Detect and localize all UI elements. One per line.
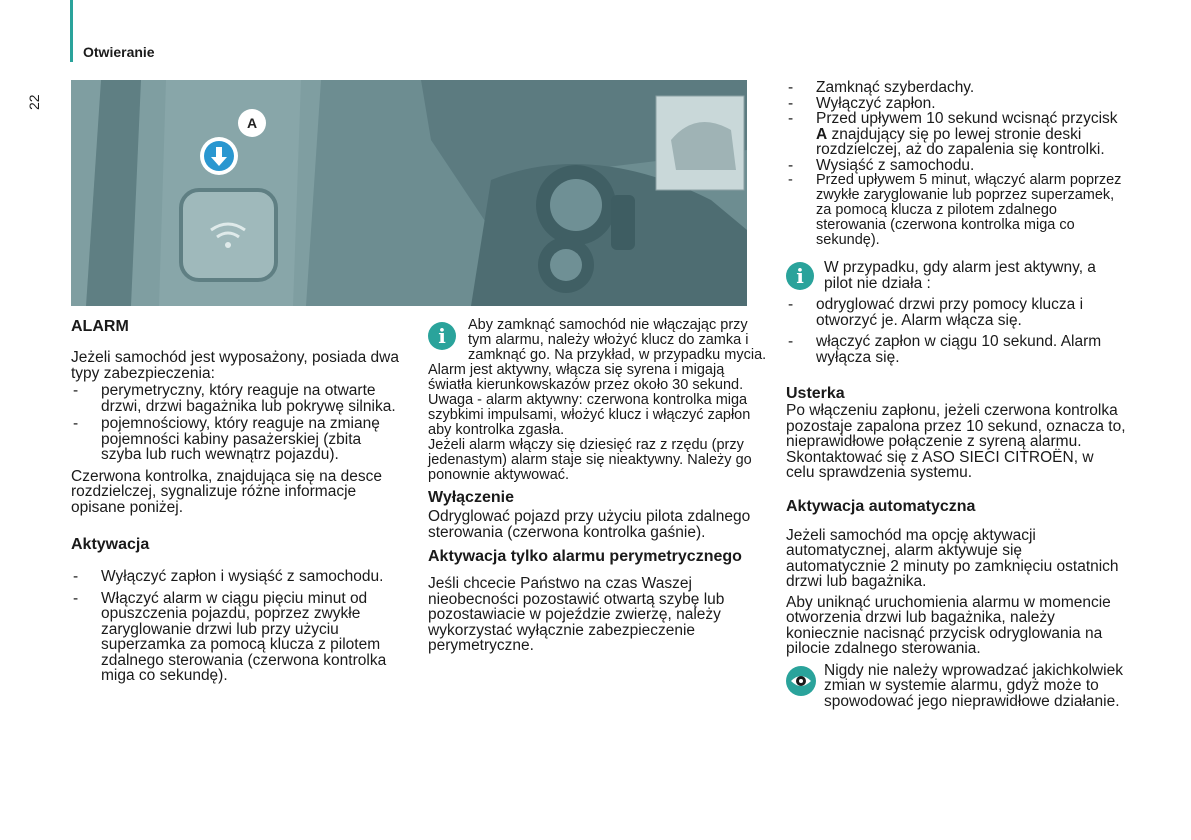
perim-heading: Aktywacja tylko alarmu perymetrycznego <box>428 548 742 565</box>
off-heading: Wyłączenie <box>428 489 514 506</box>
header-accent-bar <box>70 0 73 62</box>
warning-text: Uwaga - alarm aktywny: czerwona kontrolka miga szybkimi impulsami, włożyć klucz i włączyć zapłon aby kontrolka zgasła. <box>428 392 751 438</box>
type-perimeter: - perymetryczny, który reaguje na otwarte drzwi, drzwi bagażnika lub pokrywę silnika. <box>71 383 403 414</box>
step-item: - Przed upływem 5 minut, włączyć alarm poprzez zwykłe zaryglowanie lub poprzez superzamek, za pomocą klucza z pilotem zdalnego sterowania (czerwona kontrolka miga co sekundę). <box>786 173 1126 248</box>
dashboard-drawing <box>71 80 747 306</box>
perim-text: Jeśli chcecie Państwo na czas Waszej nieobecności pozostawić otwartą szybę lub pozostawiacie w pojeździe zwierzę, należy wykorzystać wyłącznie zabezpieczenie perymetryczne. <box>428 575 725 654</box>
eye-icon <box>786 666 816 696</box>
step-item-press-a: - Przed upływem 10 sekund wcisnąć przycisk A znajdujący się po lewej stronie deski rozdzielczej, aż do zapalenia się kontrolki. <box>786 111 1126 158</box>
arrow-down-icon <box>200 137 238 175</box>
fallback-item: - włączyć zapłon w ciągu 10 sekund. Alarm wyłącza się. <box>786 334 1126 365</box>
callout-a-badge <box>238 109 266 137</box>
ten-times-text: Jeżeli alarm włączy się dziesięć raz z rzędu (przy jedenastym) alarm staje się nieaktywny. Należy go ponownie aktywować. <box>428 437 752 483</box>
eye-note <box>786 663 1126 710</box>
alarm-heading: ALARM <box>71 318 129 335</box>
callout-a-label: A <box>246 115 258 131</box>
off-text: Odryglować pojazd przy użyciu pilota zdalnego sterowania (czerwona kontrolka gaśnie). <box>428 508 751 541</box>
type-volumetric: - pojemnościowy, który reaguje na zmianę pojemności kabiny pasażerskiej (zbita szyba lub ruch wewnątrz pojazdu). <box>71 416 403 463</box>
section-title: Otwieranie <box>83 44 155 60</box>
auto-text-1: Jeżeli samochód ma opcję aktywacji automatycznej, alarm aktywuje się automatycznie 2 minuty po zamknięciu ostatnich drzwi lub bagażnika. <box>786 526 1119 590</box>
red-light-text: Czerwona kontrolka, znajdująca się na desce rozdzielczej, sygnalizuje różne informacje opisane poniżej. <box>71 467 383 516</box>
fault-text: Po włączeniu zapłonu, jeżeli czerwona kontrolka pozostaje zapalona przez 10 sekund, oznacza to, nieprawidłowe połączenie z syreną alarmu. Skontaktować się z ASO SIECI CITROËN, w celu sprawdzenia systemu. <box>786 402 1126 481</box>
eye-note-text: Nigdy nie należy wprowadzać jakichkolwiek zmian w systemie alarmu, gdyż może to spowodować jego nieprawidłowe działanie. <box>824 661 1123 710</box>
step-item: - Zamknąć szyberdachy. <box>786 80 1126 96</box>
column-1 <box>71 318 403 684</box>
info-note-remote-text: W przypadku, gdy alarm jest aktywny, a pilot nie działa : <box>824 259 1096 292</box>
fallback-item: - odryglować drzwi przy pomocy klucza i otworzyć je. Alarm włącza się. <box>786 297 1126 328</box>
step-item: - Wyłączyć zapłon. <box>786 96 1126 112</box>
activation-step: - Włączyć alarm w ciągu pięciu minut od opuszczenia pojazdu, poprzez zwykłe zaryglowanie drzwi lub przy użyciu superzamka za pomocą klucza z pilotem zdalnego sterowania (czerwona kontrolka miga co sekundę). <box>71 591 403 684</box>
alarm-active-text: Alarm jest aktywny, włącza się syrena i migają światła kierunkowskazów przez około 30 sekund. <box>428 362 744 393</box>
info-note <box>428 318 768 363</box>
activation-heading: Aktywacja <box>71 536 150 553</box>
info-icon: i <box>428 322 456 350</box>
info-note-text: Aby zamknąć samochód nie włączając przy tym alarmu, należy włożyć klucz do zamka i zamknąć go. Na przykład, w przypadku mycia. <box>468 317 767 363</box>
info-note-remote <box>786 260 1126 291</box>
dashboard-illustration <box>71 80 747 306</box>
auto-heading: Aktywacja automatyczna <box>786 497 976 515</box>
activation-step: - Wyłączyć zapłon i wysiąść z samochodu. <box>71 569 403 585</box>
page-number: 22 <box>26 94 42 110</box>
alarm-intro: Jeżeli samochód jest wyposażony, posiada dwa typy zabezpieczenia: <box>71 349 399 382</box>
info-icon: i <box>786 262 814 290</box>
fault-heading: Usterka <box>786 385 845 402</box>
column-3 <box>786 80 1126 709</box>
column-2 <box>428 318 768 654</box>
auto-text-2: Aby uniknąć uruchomienia alarmu w momencie otworzenia drzwi lub bagażnika, należy koniecznie nacisnąć przycisk odryglowania na pilocie zdalnego sterowania. <box>786 593 1111 657</box>
step-item: - Wysiąść z samochodu. <box>786 158 1126 174</box>
